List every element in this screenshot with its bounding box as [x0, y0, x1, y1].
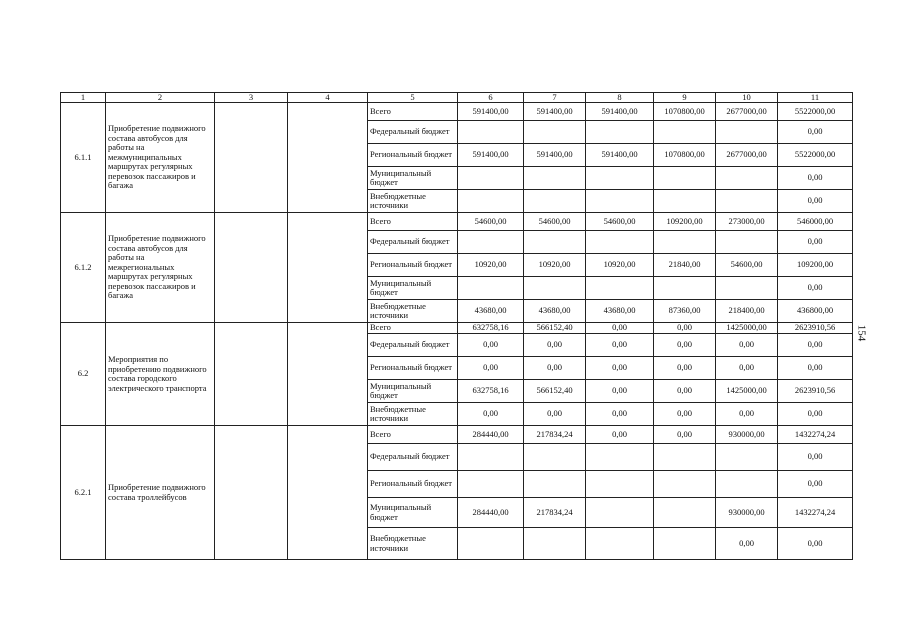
- value-cell: [654, 231, 716, 254]
- value-cell: 0,00: [778, 528, 853, 560]
- empty-cell: [215, 323, 288, 426]
- value-cell: 0,00: [654, 426, 716, 444]
- funding-source: Региональный бюджет: [368, 471, 458, 498]
- value-cell: 54600,00: [586, 213, 654, 231]
- value-cell: 87360,00: [654, 300, 716, 323]
- table-row: [61, 323, 853, 334]
- value-cell: [458, 190, 524, 213]
- item-name: Мероприятия по приобретению подвижного состава городского электрического транспорта: [106, 323, 215, 426]
- value-cell: 109200,00: [654, 213, 716, 231]
- value-cell: [524, 471, 586, 498]
- funding-source: Внебюджетные источники: [368, 190, 458, 213]
- item-code: 6.2.1: [61, 426, 106, 560]
- funding-source: Федеральный бюджет: [368, 121, 458, 144]
- value-cell: [458, 444, 524, 471]
- funding-source: Всего: [368, 323, 458, 334]
- col-header: 8: [586, 93, 654, 103]
- col-header: 10: [716, 93, 778, 103]
- value-cell: [716, 231, 778, 254]
- value-cell: 0,00: [458, 403, 524, 426]
- value-cell: [458, 167, 524, 190]
- col-header: 4: [288, 93, 368, 103]
- value-cell: 0,00: [778, 167, 853, 190]
- value-cell: 0,00: [524, 334, 586, 357]
- value-cell: 43680,00: [458, 300, 524, 323]
- value-cell: 591400,00: [524, 103, 586, 121]
- value-cell: 54600,00: [458, 213, 524, 231]
- value-cell: [458, 121, 524, 144]
- value-cell: 0,00: [778, 231, 853, 254]
- value-cell: [586, 471, 654, 498]
- funding-source: Внебюджетные источники: [368, 300, 458, 323]
- value-cell: [716, 444, 778, 471]
- value-cell: [716, 167, 778, 190]
- value-cell: 1070800,00: [654, 144, 716, 167]
- value-cell: 0,00: [586, 334, 654, 357]
- value-cell: 0,00: [716, 357, 778, 380]
- value-cell: 1425000,00: [716, 380, 778, 403]
- table-row: [61, 213, 853, 231]
- value-cell: 0,00: [524, 357, 586, 380]
- value-cell: 0,00: [458, 334, 524, 357]
- value-cell: 591400,00: [458, 144, 524, 167]
- value-cell: [524, 528, 586, 560]
- value-cell: 10920,00: [586, 254, 654, 277]
- value-cell: 591400,00: [586, 144, 654, 167]
- empty-cell: [288, 426, 368, 560]
- value-cell: 591400,00: [458, 103, 524, 121]
- funding-source: Всего: [368, 103, 458, 121]
- value-cell: [586, 528, 654, 560]
- empty-cell: [215, 426, 288, 560]
- col-header: 7: [524, 93, 586, 103]
- funding-source: Внебюджетные источники: [368, 403, 458, 426]
- empty-cell: [215, 213, 288, 323]
- value-cell: [586, 167, 654, 190]
- value-cell: 0,00: [654, 403, 716, 426]
- table-row: [61, 103, 853, 121]
- item-name: Приобретение подвижного состава троллейбусов: [106, 426, 215, 560]
- funding-source: Муниципальный бюджет: [368, 380, 458, 403]
- value-cell: [524, 121, 586, 144]
- value-cell: [716, 121, 778, 144]
- value-cell: 632758,16: [458, 323, 524, 334]
- empty-cell: [288, 103, 368, 213]
- value-cell: 54600,00: [524, 213, 586, 231]
- value-cell: 566152,40: [524, 380, 586, 403]
- value-cell: [654, 471, 716, 498]
- value-cell: [524, 277, 586, 300]
- funding-source: Всего: [368, 426, 458, 444]
- funding-source: Региональный бюджет: [368, 254, 458, 277]
- value-cell: [586, 190, 654, 213]
- value-cell: 0,00: [778, 277, 853, 300]
- col-header: 1: [61, 93, 106, 103]
- value-cell: 0,00: [524, 403, 586, 426]
- value-cell: 591400,00: [586, 103, 654, 121]
- value-cell: 632758,16: [458, 380, 524, 403]
- funding-source: Всего: [368, 213, 458, 231]
- value-cell: [654, 528, 716, 560]
- value-cell: 5522000,00: [778, 144, 853, 167]
- empty-cell: [215, 103, 288, 213]
- value-cell: 0,00: [654, 334, 716, 357]
- value-cell: 2677000,00: [716, 103, 778, 121]
- value-cell: 21840,00: [654, 254, 716, 277]
- value-cell: 546000,00: [778, 213, 853, 231]
- value-cell: [586, 444, 654, 471]
- col-header: 2: [106, 93, 215, 103]
- value-cell: 0,00: [716, 334, 778, 357]
- value-cell: [586, 277, 654, 300]
- value-cell: [524, 231, 586, 254]
- value-cell: 0,00: [586, 357, 654, 380]
- value-cell: 0,00: [778, 444, 853, 471]
- value-cell: 43680,00: [586, 300, 654, 323]
- value-cell: 0,00: [778, 403, 853, 426]
- value-cell: 2677000,00: [716, 144, 778, 167]
- table-body: [61, 93, 853, 560]
- value-cell: 0,00: [778, 334, 853, 357]
- item-name: Приобретение подвижного состава автобусов для работы на межрегиональных маршрутах регулярных перевозок пассажиров и багажа: [106, 213, 215, 323]
- value-cell: [458, 528, 524, 560]
- funding-source: Муниципальный бюджет: [368, 167, 458, 190]
- funding-source: Федеральный бюджет: [368, 444, 458, 471]
- value-cell: [654, 277, 716, 300]
- value-cell: 0,00: [586, 323, 654, 334]
- value-cell: 0,00: [654, 323, 716, 334]
- empty-cell: [288, 213, 368, 323]
- value-cell: 217834,24: [524, 426, 586, 444]
- value-cell: 284440,00: [458, 426, 524, 444]
- funding-source: Муниципальный бюджет: [368, 277, 458, 300]
- value-cell: 0,00: [654, 380, 716, 403]
- value-cell: 0,00: [458, 357, 524, 380]
- value-cell: 0,00: [716, 528, 778, 560]
- funding-source: Региональный бюджет: [368, 357, 458, 380]
- value-cell: [586, 498, 654, 528]
- funding-source: Региональный бюджет: [368, 144, 458, 167]
- value-cell: 436800,00: [778, 300, 853, 323]
- col-header: 6: [458, 93, 524, 103]
- column-number-row: [61, 93, 853, 103]
- value-cell: 2623910,56: [778, 323, 853, 334]
- col-header: 9: [654, 93, 716, 103]
- item-name: Приобретение подвижного состава автобусов для работы на межмуниципальных маршрутах регулярных перевозок пассажиров и багажа: [106, 103, 215, 213]
- value-cell: 218400,00: [716, 300, 778, 323]
- value-cell: 284440,00: [458, 498, 524, 528]
- value-cell: 10920,00: [524, 254, 586, 277]
- col-header: 11: [778, 93, 853, 103]
- value-cell: [586, 121, 654, 144]
- value-cell: 1070800,00: [654, 103, 716, 121]
- value-cell: [654, 167, 716, 190]
- value-cell: 0,00: [586, 426, 654, 444]
- value-cell: 0,00: [654, 357, 716, 380]
- funding-source: Внебюджетные источники: [368, 528, 458, 560]
- value-cell: 10920,00: [458, 254, 524, 277]
- value-cell: [524, 444, 586, 471]
- value-cell: [716, 471, 778, 498]
- value-cell: 591400,00: [524, 144, 586, 167]
- value-cell: [654, 444, 716, 471]
- value-cell: 1432274,24: [778, 426, 853, 444]
- value-cell: [586, 231, 654, 254]
- value-cell: [458, 471, 524, 498]
- empty-cell: [288, 323, 368, 426]
- value-cell: 217834,24: [524, 498, 586, 528]
- funding-source: Федеральный бюджет: [368, 334, 458, 357]
- value-cell: 0,00: [586, 403, 654, 426]
- value-cell: 1432274,24: [778, 498, 853, 528]
- table-row: [61, 426, 853, 444]
- value-cell: [458, 277, 524, 300]
- value-cell: [716, 190, 778, 213]
- value-cell: [716, 277, 778, 300]
- item-code: 6.2: [61, 323, 106, 426]
- value-cell: 0,00: [778, 357, 853, 380]
- funding-source: Муниципальный бюджет: [368, 498, 458, 528]
- budget-table: [60, 92, 853, 560]
- value-cell: 0,00: [586, 380, 654, 403]
- value-cell: 2623910,56: [778, 380, 853, 403]
- value-cell: 54600,00: [716, 254, 778, 277]
- value-cell: 930000,00: [716, 426, 778, 444]
- page-number: 154: [855, 324, 868, 342]
- value-cell: [524, 167, 586, 190]
- col-header: 3: [215, 93, 288, 103]
- value-cell: 273000,00: [716, 213, 778, 231]
- value-cell: 0,00: [716, 403, 778, 426]
- value-cell: 0,00: [778, 121, 853, 144]
- value-cell: 0,00: [778, 190, 853, 213]
- col-header: 5: [368, 93, 458, 103]
- value-cell: 43680,00: [524, 300, 586, 323]
- value-cell: 566152,40: [524, 323, 586, 334]
- value-cell: [654, 498, 716, 528]
- value-cell: [654, 121, 716, 144]
- value-cell: 5522000,00: [778, 103, 853, 121]
- value-cell: 109200,00: [778, 254, 853, 277]
- value-cell: [524, 190, 586, 213]
- value-cell: 0,00: [778, 471, 853, 498]
- value-cell: 1425000,00: [716, 323, 778, 334]
- item-code: 6.1.1: [61, 103, 106, 213]
- value-cell: [654, 190, 716, 213]
- item-code: 6.1.2: [61, 213, 106, 323]
- funding-source: Федеральный бюджет: [368, 231, 458, 254]
- value-cell: [458, 231, 524, 254]
- value-cell: 930000,00: [716, 498, 778, 528]
